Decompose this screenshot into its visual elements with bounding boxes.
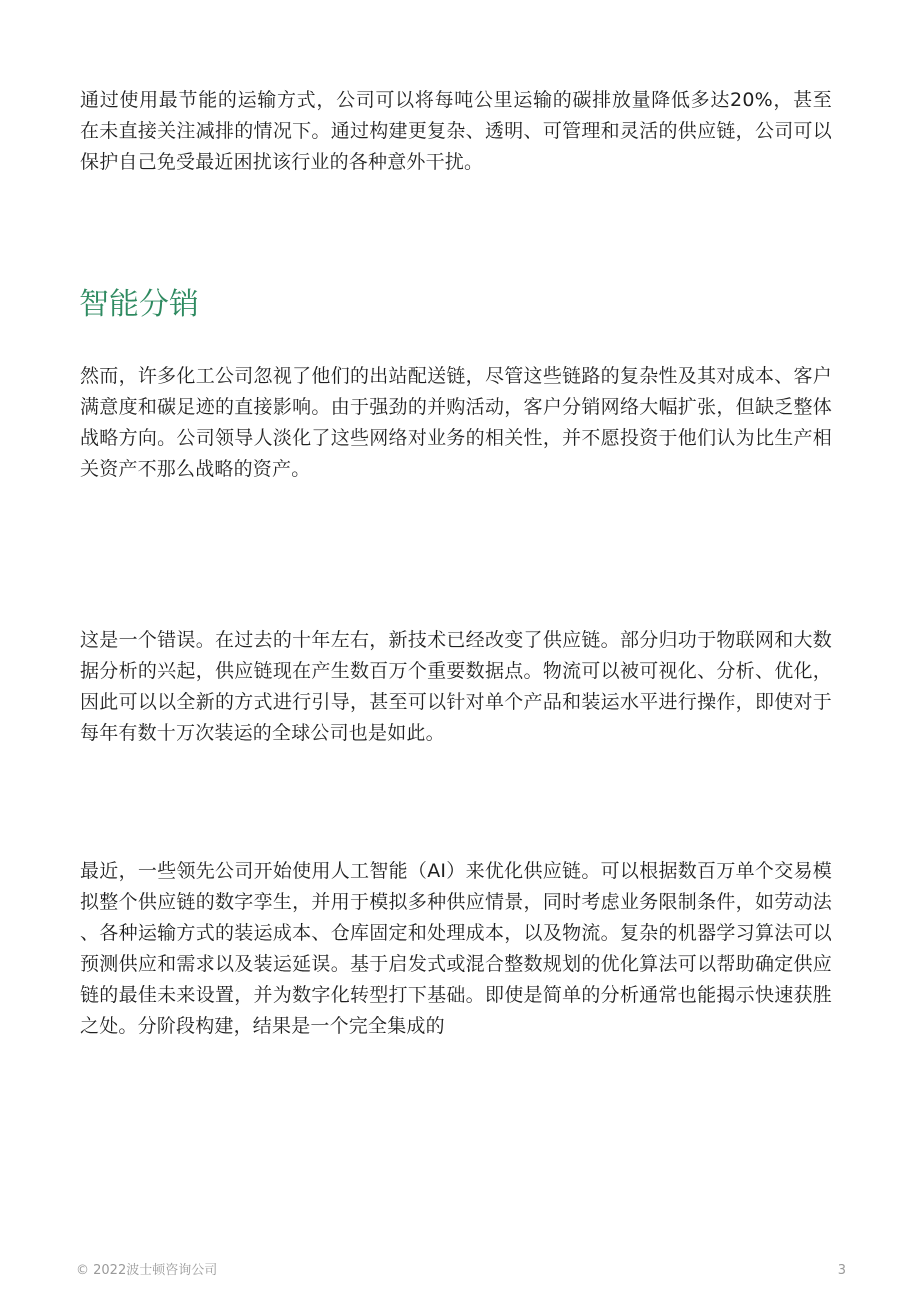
body-paragraph-4: 最近，一些领先公司开始使用人工智能（AI）来优化供应链。可以根据数百万单个交易模拟整个供应链的数字孪生，并用于模拟多种供应情景，同时考虑业务限制条件，如劳动法、各种运输方式的装运成本、仓库固定和处理成本，以及物流。复杂的机器学习算法可以预测供应和需求以及装运延误。基于启发式或混合整数规划的优化算法可以帮助确定供应链的最佳未来设置，并为数字化转型打下基础。即使是简单的分析通常也能揭示快速获胜之处。分阶段构建，结果是一个完全集成的 — [80, 860, 832, 1037]
page-footer — [76, 1262, 846, 1280]
footer-copyright: © 2022波士顿咨询公司 — [76, 1263, 218, 1278]
body-paragraph-3: 这是一个错误。在过去的十年左右，新技术已经改变了供应链。部分归功于物联网和大数据分析的兴起，供应链现在产生数百万个重要数据点。物流可以被可视化、分析、优化，因此可以以全新的方式进行引导，甚至可以针对单个产品和装运水平进行操作，即使对于每年有数十万次装运的全球公司也是如此。 — [80, 629, 832, 744]
page-number: 3 — [837, 1263, 846, 1278]
body-paragraph-2: 然而，许多化工公司忽视了他们的出站配送链，尽管这些链路的复杂性及其对成本、客户满意度和碳足迹的直接影响。由于强劲的并购活动，客户分销网络大幅扩张，但缺乏整体战略方向。公司领导人淡化了这些网络对业务的相关性，并不愿投资于他们认为比生产相关资产不那么战略的资产。 — [80, 365, 832, 480]
body-paragraph-1: 通过使用最节能的运输方式，公司可以将每吨公里运输的碳排放量降低多达20%，甚至在未直接关注减排的情况下。通过构建更复杂、透明、可管理和灵活的供应链，公司可以保护自己免受最近困扰该行业的各种意外干扰。 — [80, 89, 832, 173]
section-heading: 智能分销 — [79, 287, 199, 322]
